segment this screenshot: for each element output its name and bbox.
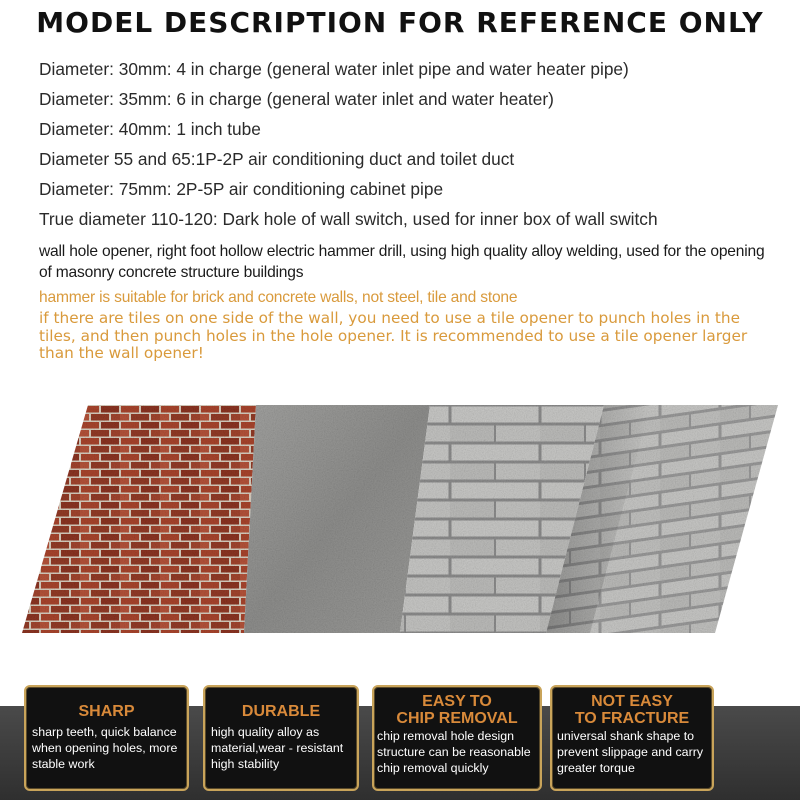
- brick-wall-panel: [22, 405, 256, 633]
- usage-note: hammer is suitable for brick and concrete walls, not steel, tile and stone: [39, 289, 518, 306]
- feature-card-durable: [203, 685, 359, 791]
- feature-card-chip-removal: [372, 685, 542, 791]
- feature-body: high quality alloy as material,wear - resistant high stability: [211, 725, 344, 771]
- product-description: wall hole opener, right foot hollow electric hammer drill, using high quality alloy welding, used for the opening of masonry concrete structure buildings: [39, 243, 765, 281]
- spec-line: Diameter 55 and 65:1P-2P air conditioning duct and toilet duct: [39, 149, 515, 169]
- tile-warning-note: if there are tiles on one side of the wall, you need to use a tile opener to punch holes in the tiles, and then punch holes in the hole opener. It is recommended to use a tile opener larger than the wall opener!: [39, 309, 748, 362]
- feature-title: TO FRACTURE: [574, 710, 690, 727]
- feature-body: chip removal hole design structure can be reasonable chip removal quickly: [377, 729, 531, 775]
- feature-body: sharp teeth, quick balance when opening holes, more stable work: [32, 725, 178, 771]
- spec-list: [39, 54, 658, 234]
- feature-title: NOT EASY: [591, 693, 673, 710]
- wall-materials-image: [0, 405, 800, 633]
- feature-title: EASY TO: [422, 693, 492, 710]
- feature-card-sharp: [24, 685, 189, 791]
- spec-line: True diameter 110-120: Dark hole of wall switch, used for inner box of wall switch: [39, 209, 658, 229]
- spec-line: Diameter: 75mm: 2P-5P air conditioning cabinet pipe: [39, 179, 444, 199]
- spec-line: Diameter: 40mm: 1 inch tube: [39, 119, 261, 139]
- spec-line: Diameter: 30mm: 4 in charge (general water inlet pipe and water heater pipe): [39, 59, 629, 79]
- page-title: MODEL DESCRIPTION FOR REFERENCE ONLY: [36, 6, 764, 39]
- concrete-wall-panel: [244, 405, 430, 633]
- feature-title: DURABLE: [241, 703, 321, 720]
- feature-title: SHARP: [78, 703, 135, 720]
- spec-line: Diameter: 35mm: 6 in charge (general water inlet and water heater): [39, 89, 554, 109]
- feature-body: universal shank shape to prevent slippage and carry greater torque: [557, 729, 704, 775]
- feature-title: CHIP REMOVAL: [396, 710, 518, 727]
- feature-card-fracture: [550, 685, 714, 791]
